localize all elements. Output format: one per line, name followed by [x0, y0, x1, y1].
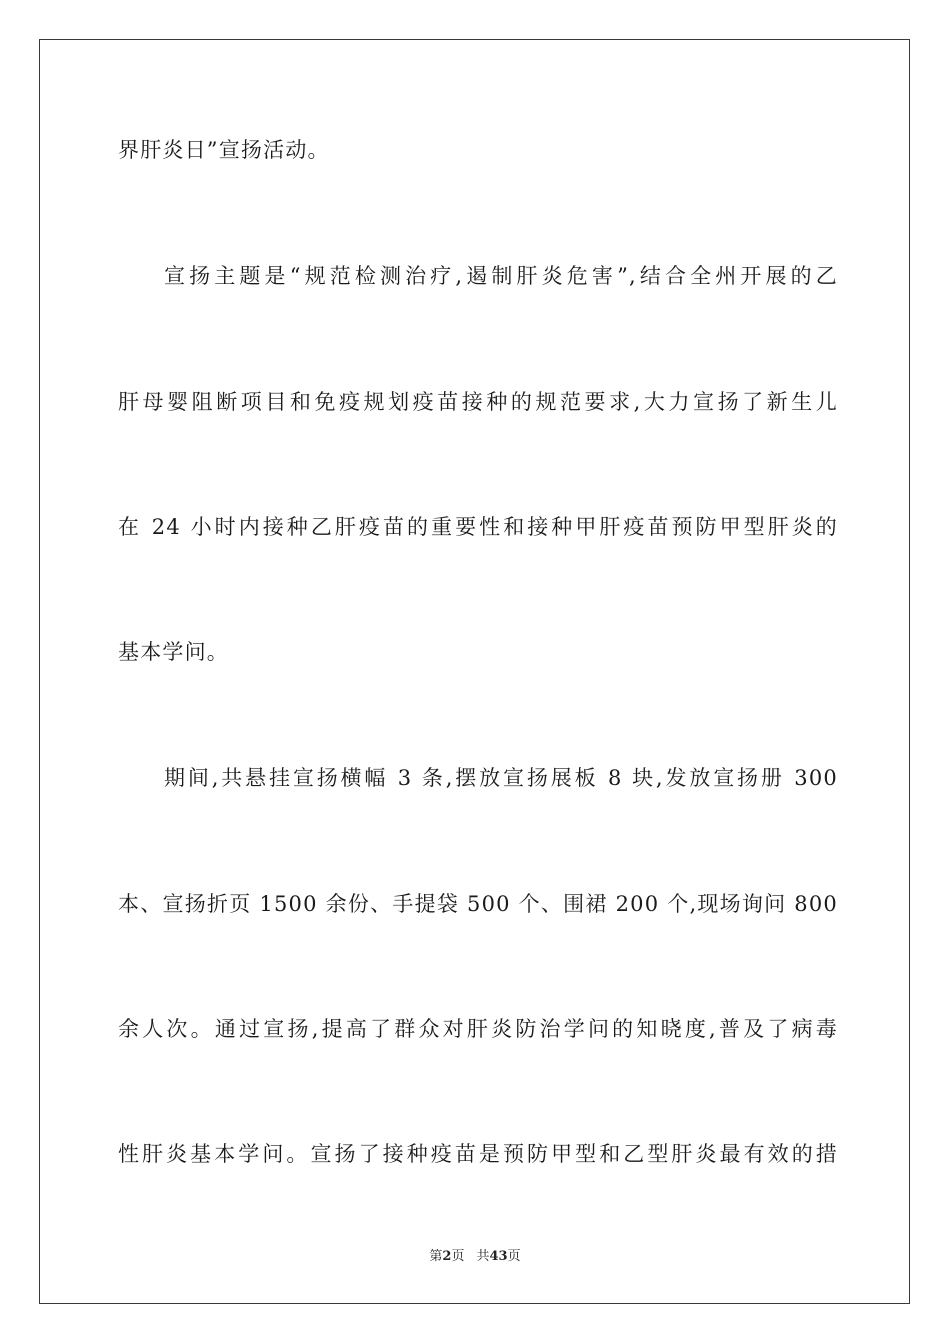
- total-prefix: 共: [476, 1249, 490, 1264]
- paragraph-line-3: 肝母婴阻断项目和免疫规划疫苗接种的规范要求,大力宣扬了新生儿: [118, 390, 838, 414]
- current-page-number: 2: [442, 1249, 452, 1264]
- paragraph-line-8: 余人次。通过宣扬,提高了群众对肝炎防治学问的知晓度,普及了病毒: [118, 1017, 838, 1041]
- paragraph-line-9: 性肝炎基本学问。宣扬了接种疫苗是预防甲型和乙型肝炎最有效的措: [118, 1142, 838, 1166]
- page-prefix: 第: [429, 1249, 443, 1264]
- page-border: [39, 39, 910, 1304]
- page-footer: [0, 1248, 950, 1266]
- paragraph-line-7: 本、宣扬折页 1500 余份、手提袋 500 个、围裙 200 个,现场询问 800: [118, 892, 838, 916]
- paragraph-line-1: 界肝炎日”宣扬活动。: [118, 138, 330, 162]
- paragraph-line-5: 基本学问。: [118, 640, 229, 664]
- page-suffix: 页: [451, 1249, 465, 1264]
- paragraph-line-2: 宣扬主题是“规范检测治疗,遏制肝炎危害”,结合全州开展的乙: [164, 264, 838, 288]
- paragraph-line-4: 在 24 小时内接种乙肝疫苗的重要性和接种甲肝疫苗预防甲型肝炎的: [118, 515, 838, 539]
- total-page-count: 43: [489, 1249, 508, 1264]
- total-suffix: 页: [507, 1249, 521, 1264]
- paragraph-line-6: 期间,共悬挂宣扬横幅 3 条,摆放宣扬展板 8 块,发放宣扬册 300: [164, 766, 838, 790]
